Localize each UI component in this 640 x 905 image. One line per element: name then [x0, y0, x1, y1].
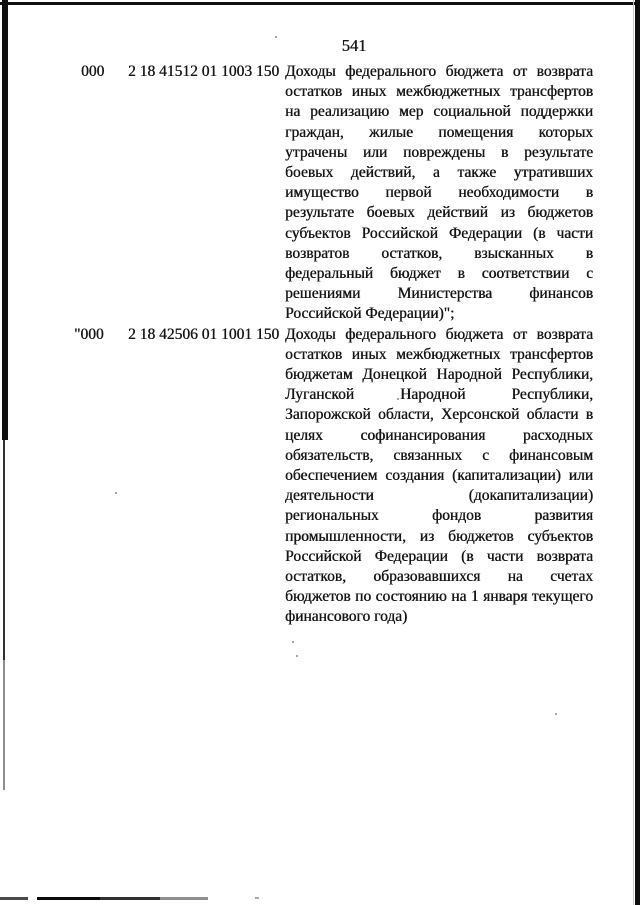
admin-code: "000: [74, 325, 104, 343]
description-line: финансового года): [285, 608, 408, 626]
budget-entry: [81, 62, 593, 325]
description-line: субъектов Российской Федерации (в части: [285, 224, 593, 242]
budget-entry: [74, 325, 593, 628]
description-line: федеральный бюджет в соответствии с: [285, 265, 593, 283]
scan-edge-right-gray: [633, 0, 634, 905]
description-line: утрачены или повреждены в результате: [285, 143, 593, 161]
scan-edge-top: [0, 2, 637, 5]
scan-edge-bottom: [37, 897, 100, 900]
budget-classification-code: 2 18 42506 01 1001 150: [128, 325, 280, 343]
description-line: возвратов остатков, взысканных в: [285, 244, 593, 262]
scan-speck: [296, 655, 298, 657]
description-line: боевых действий, а также утративших: [285, 164, 593, 182]
scan-edge-bottom: [0, 897, 28, 900]
admin-code: 000: [81, 63, 105, 80]
description-line: Российской Федерации)";: [285, 305, 455, 323]
budget-code-list: [74, 62, 593, 628]
description-line: Доходы федерального бюджета от возврата: [285, 63, 593, 80]
description-line: Российской Федерации (в части возврата: [285, 547, 593, 565]
description-line: Запорожской области, Херсонской области в: [285, 406, 593, 424]
description-line: целях софинансирования расходных: [285, 426, 593, 444]
scan-edge-bottom: [100, 897, 160, 900]
description-line: бюджетов по состоянию на 1 января текущего: [285, 588, 593, 606]
description-line: бюджетам Донецкой Народной Республики,: [285, 366, 593, 384]
scan-speck: [292, 641, 294, 643]
description-line: остатков иных межбюджетных трансфертов: [285, 345, 593, 363]
description-line: Луганской Народной Республики,: [285, 386, 593, 404]
description-line: региональных фондов развития: [285, 507, 593, 525]
scan-edge-left-faint: [3, 660, 5, 790]
description-line: обеспечением создания (капитализации) или: [285, 467, 593, 485]
description-line: решениями Министерства финансов: [285, 285, 593, 303]
description-line: граждан, жилые помещения которых: [285, 123, 593, 141]
scan-edge-bottom: [160, 897, 208, 900]
scan-edge-right: [635, 0, 640, 905]
scan-speck: [555, 713, 557, 715]
scan-edge-left: [2, 0, 8, 440]
scan-edge-left-fade: [3, 440, 5, 660]
description-line: деятельности (докапитализации): [285, 487, 593, 505]
description-line: остатков иных межбюджетных трансфертов: [285, 83, 593, 101]
income-description: [285, 62, 593, 325]
scan-edge-bottom: [255, 897, 259, 899]
description-line: Доходы федерального бюджета от возврата: [285, 325, 593, 343]
description-line: на реализацию мер социальной поддержки: [285, 103, 593, 121]
description-line: промышленности, из бюджетов субъектов: [285, 527, 593, 545]
budget-classification-code: 2 18 41512 01 1003 150: [128, 63, 280, 80]
description-line: остатков, образовавшихся на счетах: [285, 568, 593, 586]
description-line: результате боевых действий из бюджетов: [285, 204, 593, 222]
income-description: [285, 325, 593, 628]
page-number: 541: [341, 36, 367, 55]
description-line: обязательств, связанных с финансовым: [285, 446, 593, 464]
description-line: имущество первой необходимости в: [285, 184, 593, 202]
